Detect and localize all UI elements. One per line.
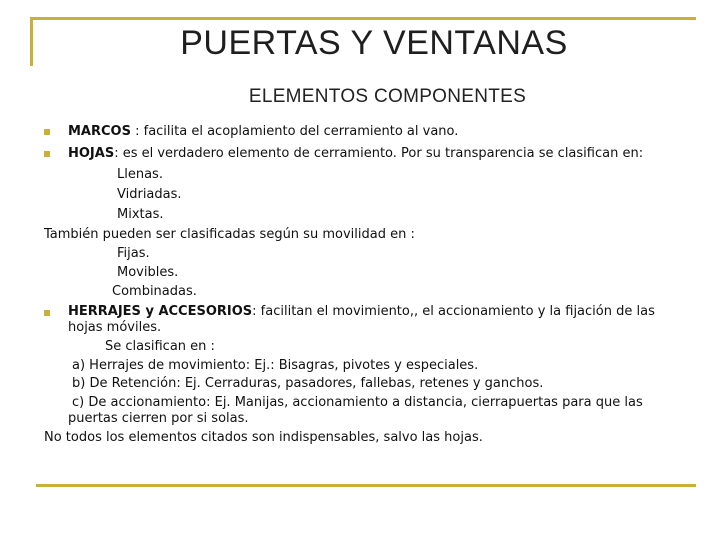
bottom-decorative-rule <box>36 484 696 487</box>
bullet-square-icon <box>44 129 50 135</box>
herrajes-item-b: b) De Retención: Ej. Cerraduras, pasadores, fallebas, retenes y ganchos. <box>72 376 544 391</box>
herrajes-line <box>68 304 655 320</box>
herrajes-continuation: hojas móviles. <box>68 320 162 335</box>
herrajes-description: : facilitan el movimiento,, el accionamiento y la fijación de las <box>252 304 655 319</box>
movilidad-type-item: Combinadas. <box>112 284 197 299</box>
hojas-type-item: Llenas. <box>117 167 163 182</box>
hojas-term: HOJAS <box>68 146 115 161</box>
bullet-square-icon <box>44 310 50 316</box>
hojas-line <box>68 146 643 162</box>
herrajes-item-a: a) Herrajes de movimiento: Ej.: Bisagras, pivotes y especiales. <box>72 358 479 373</box>
movilidad-intro: También pueden ser clasificadas según su movilidad en : <box>44 227 415 242</box>
herrajes-term: HERRAJES y ACCESORIOS <box>68 304 253 319</box>
bullet-square-icon <box>44 151 50 157</box>
herrajes-item-c: c) De accionamiento: Ej. Manijas, accionamiento a distancia, cierrapuertas para que las <box>72 395 643 410</box>
slide-title: PUERTAS Y VENTANAS <box>180 24 568 62</box>
marcos-description: : facilita el acoplamiento del cerramiento al vano. <box>130 124 459 139</box>
hojas-description: : es el verdadero elemento de cerramiento. Por su transparencia se clasifican en: <box>114 146 644 161</box>
marcos-term: MARCOS <box>68 124 131 139</box>
hojas-type-item: Mixtas. <box>117 207 164 222</box>
closing-statement: No todos los elementos citados son indispensables, salvo las hojas. <box>44 430 483 445</box>
movilidad-type-item: Fijas. <box>117 246 150 261</box>
herrajes-item-c-continuation: puertas cierren por si solas. <box>68 411 249 426</box>
movilidad-type-item: Movibles. <box>117 265 179 280</box>
slide-subtitle: ELEMENTOS COMPONENTES <box>248 86 527 107</box>
clasifican-label: Se clasifican en : <box>105 339 215 354</box>
top-decorative-rule <box>30 17 696 20</box>
marcos-line <box>68 124 458 140</box>
hojas-type-item: Vidriadas. <box>117 187 182 202</box>
